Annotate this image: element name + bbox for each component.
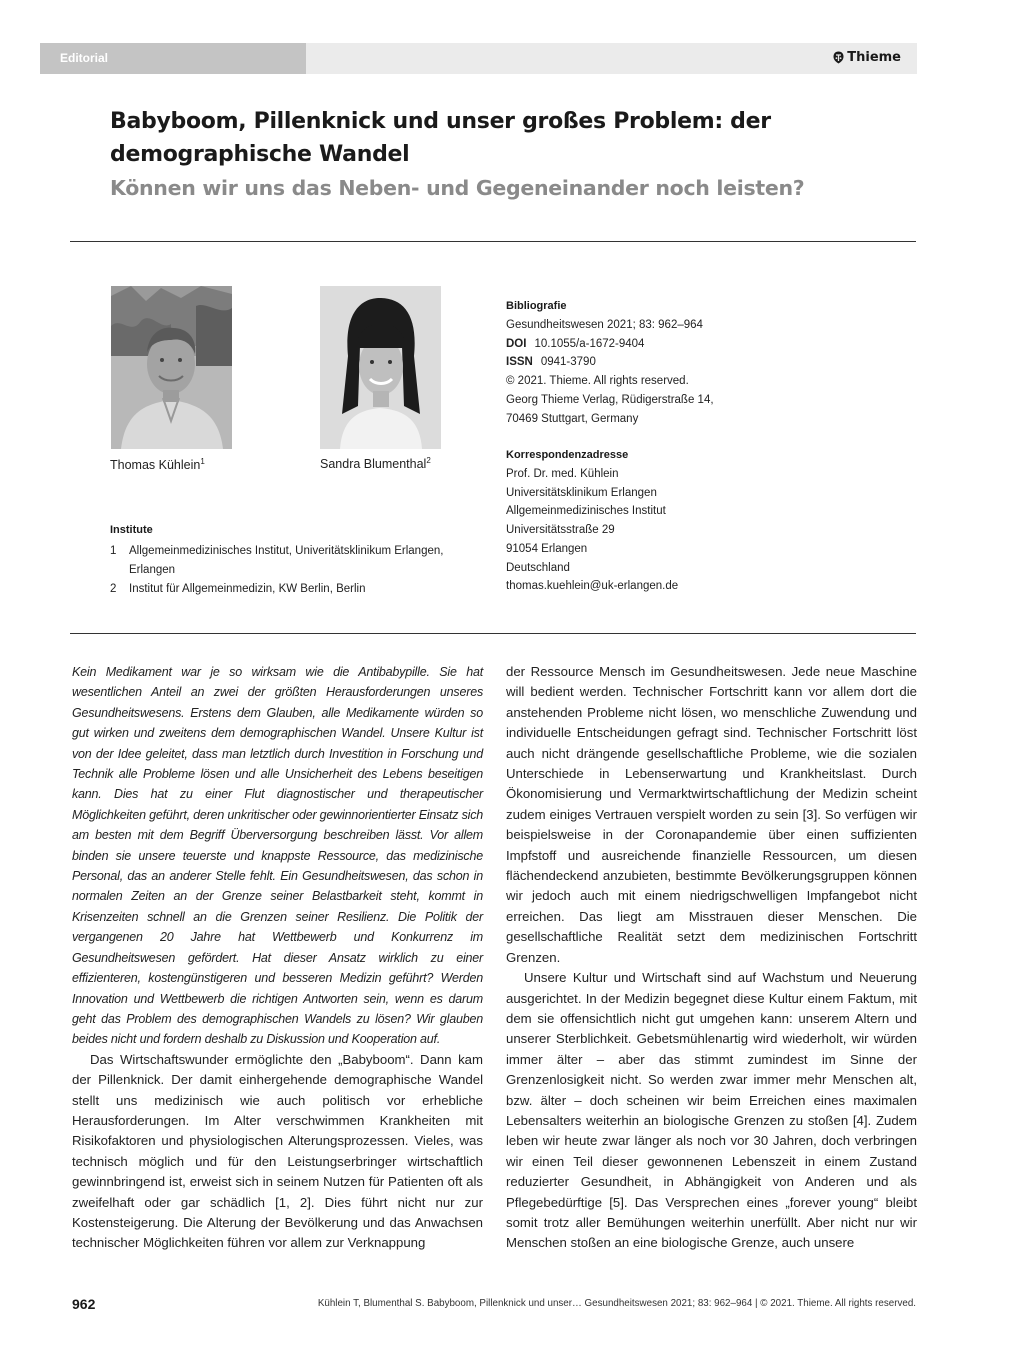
correspondence-line: 91054 Erlangen [506,542,588,555]
author-affiliation: 1 [200,457,205,466]
body-paragraph: Das Wirtschaftswunder ermöglichte den „Babyboom“. Dann kam der Pillenknick. Der damit einhergehende demographische Wandel stellt uns medizinisch wie auch politisch vor erhebliche Herausforderungen. Im Alter verschwimmen Krankheiten mit Risikofaktoren und physiologischen Alterungsprozessen. Vieles, was technisch möglich und für den Leistungserbringer wirtschaftlich gewinnbringend ist, erweist sich in seinem Nutzen für Patienten oft als zweifelhaft oder gar schädlich [1, 2]. Dies führt nicht nur zur Kostensteigerung. Die Alterung der Bevölkerung und das Anwachsen technischer Möglichkeiten führen vor allem zur Verknappung [72,1051,483,1251]
divider-body [70,633,916,634]
bibliography-heading: Bibliografie [506,300,567,312]
correspondence-line: Deutschland [506,561,570,574]
bibliography-publisher-line: Georg Thieme Verlag, Rüdigerstraße 14, [506,393,714,406]
author-affiliation: 2 [426,456,431,465]
institute-number: 1 [110,545,117,557]
correspondence-email: thomas.kuehlein@uk-erlangen.de [506,580,679,593]
institutes-heading: Institute [110,524,153,536]
body-paragraph: der Ressource Mensch im Gesundheitswesen. Jede neue Maschine will bedient werden. Technischer Fortschritt kann vor allem dort die anstehenden Probleme nicht lösen, wo menschliche Zuwendung und individuelle Entscheidungen gefragt sind. Technischer Fortschritt löst auch nicht drängende gesellschaftliche Probleme, wie die sozialen Unterschiede in Lebenserwartung und Krankheitslast. Durch Ökonomisierung und Vermarktwirtschaftlichung der Medizin scheint zudem einiges Vertrauen verspielt worden zu sein [3]. So verfügen wir beispielsweise in der Coronapandemie über einen suffizienten Impfstoff und ausreichende finanzielle Ressourcen, um diesen flächendeckend anzubieten, bestimmte Bevölkerungsgruppen können wir jedoch auch mit einem niedrigschwelligen Impfangebot nicht erreichen. Das liegt am Misstrauen dieser Menschen. Die gesellschaftliche Realität setzt dem medizinischen Fortschritt Grenzen. [506,664,917,965]
doi-value: 10.1055/a-1672-9404 [534,337,645,350]
bibliography-journal: Gesundheitswesen 2021; 83: 962–964 [506,319,703,331]
footer-citation: Kühlein T, Blumenthal S. Babyboom, Pillenknick und unser… Gesundheitswesen 2021; 83: 962–964 | © 2021. Thieme. All rights reserved. [317,1298,916,1309]
institute-item [110,580,490,599]
publisher-logo [833,50,901,65]
thieme-logo-icon [833,51,844,64]
lead-paragraph: Kein Medikament war je so wirksam wie die Antibabypille. Sie hat wesentlichen Anteil an zwei der größten Herausforderungen unseres Gesundheitswesens. Erstens dem Glauben, alle Medikamente würden so gut wirken und zweitens dem demographischen Wandel. Unsere Kultur ist von der Idee geleitet, dass man letztlich durch Investition in Forschung und Technik alle Probleme lösen und alle Unsicherheit des Lebens beseitigen kann. Dies hat zu einer Flut diagnostischer und therapeutischer Möglichkeiten geführt, deren unkritischer oder gewinnorientierter Einsatz sich am besten mit dem Begriff Überversorgung beschreiben lässt. Vor allem binden sie unsere teuerste und knappste Ressource, das medizinische Personal, das an anderer Stelle fehlt. Ein Gesundheitswesen, das schon in normalen Zeiten an der Grenze seiner Belastbarkeit steht, kommt in Krisenzeiten schnell an die Grenzen seiner Resilienz. Die Politik der vergangenen 20 Jahre hat Wettbewerb und Konkurrenz im Gesundheitswesen gefördert. Hat dieser Ansatz wirklich zu einer effizienteren, kostengünstigeren und besseren Medizin geführt? Werden Innovation und Wettbewerb die richtigen Antworten sein, wenn es darum geht das Problem des demographischen Wandels zu lösen? Wir glauben beides nicht und fordern deshalb zu Diskussion und Kooperation auf. [72,665,484,1047]
issn-label: ISSN [506,356,533,369]
bibliography-copyright: © 2021. Thieme. All rights reserved. [506,375,689,388]
body-column-left [72,662,483,1254]
doi-label: DOI [506,337,527,350]
bibliography-publisher-line: 70469 Stuttgart, Germany [506,412,639,425]
correspondence-line: Universitätsstraße 29 [506,524,615,537]
institute-text: Institut für Allgemeinmedizin, KW Berlin, Berlin [129,583,366,595]
correspondence-heading: Korrespondenzadresse [506,449,629,461]
institute-number: 2 [110,583,117,595]
institute-item [110,542,490,580]
institutes-list [110,542,490,599]
article-subtitle: Können wir uns das Neben- und Gegeneinander noch leisten? [110,176,805,200]
issn-value: 0941-3790 [540,356,596,369]
section-tag-label: Editorial [60,51,109,65]
header-bar [40,43,917,74]
author-photo-kuehlein [111,286,232,449]
institute-text: Allgemeinmedizinisches Institut, Univeritätsklinikum Erlangen, Erlangen [129,545,444,576]
correspondence-block [506,465,678,596]
article-title: Babyboom, Pillenknick und unser großes Problem: der demographische Wandel [110,109,771,167]
page-number: 962 [72,1296,96,1312]
body-column-right [506,662,917,1254]
publisher-name: Thieme [847,50,901,65]
author-name: Thomas Kühlein [110,458,201,473]
author-name: Sandra Blumenthal [320,457,427,472]
body-paragraph: Unsere Kultur und Wirtschaft sind auf Wachstum und Neuerung ausgerichtet. In der Medizin begegnet diese Kultur einem Faktum, mit dem sie offensichtlich nicht gut umgehen kann: unserem Altern und unserer Sterblichkeit. Gebetsmühlenartig wird wiederholt, wir würden immer älter – aber das stimmt zumindest im Sinne der Grenzenlosigkeit nicht. So werden zwar immer mehr Menschen alt, bzw. älter – doch scheinen wir beim Erreichen eines maximalen Lebensalters weiterhin an biologische Grenzen zu stoßen [4]. Zudem leben wir heute zwar länger als noch vor 30 Jahren, doch verbringen wir einen Teil dieser gewonnenen Lebenszeit in einem Zustand reduzierter Gesundheit, in Abhängigkeit von Anderen und als Pflegebedürftige [5]. Das Versprechen eines „forever young“ bleibt somit trotz aller Bemühungen weiterhin unerfüllt. Aber nicht nur wir Menschen stoßen an eine biologische Grenze, auch unsere [506,970,917,1251]
divider-top [70,241,916,242]
section-tag [40,43,306,74]
author-caption-2 [320,456,431,471]
correspondence-line: Universitätsklinikum Erlangen [506,486,657,499]
bibliography-doi-row [506,335,714,354]
author-photo-blumenthal [320,286,441,449]
bibliography-issn-row [506,353,714,372]
correspondence-line: Allgemeinmedizinisches Institut [506,505,666,518]
author-caption-1 [110,457,205,472]
correspondence-line: Prof. Dr. med. Kühlein [506,468,619,480]
bibliography-block [506,316,714,428]
